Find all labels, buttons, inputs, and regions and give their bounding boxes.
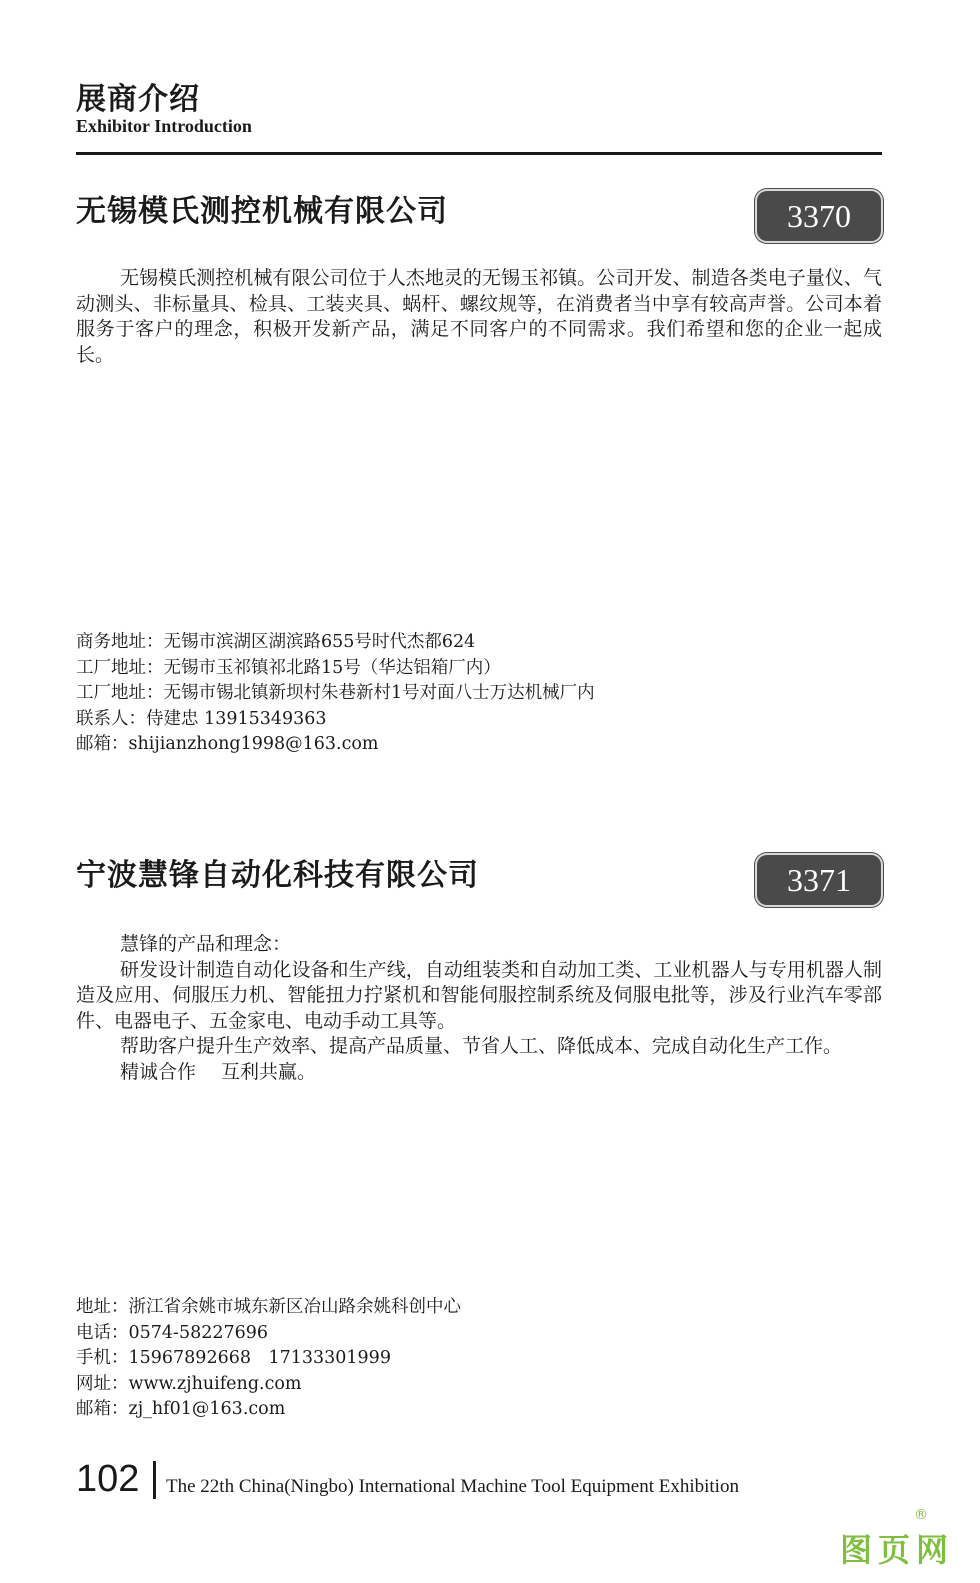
description-paragraph: 帮助客户提升生产效率、提高产品质量、节省人工、降低成本、完成自动化生产工作。 [120, 1035, 843, 1057]
watermark-logo: 图页网 [839, 1531, 954, 1569]
description-paragraph: 研发设计制造自动化设备和生产线，自动组装类和自动加工类、工业机器人与专用机器人制造及应用、伺服压力机、智能扭力拧紧机和智能伺服控制系统及伺服电批等，涉及行业汽车零部件、电器电子、五金家电、电动手动工具等。 [76, 958, 882, 1032]
header-divider [76, 152, 882, 155]
contact-info [76, 1295, 461, 1423]
exhibitor-description [76, 932, 882, 1085]
registered-mark: ® [914, 1507, 928, 1523]
email: 邮箱：zj_hf01@163.com [76, 1399, 286, 1419]
phone: 电话：0574-58227696 [76, 1322, 269, 1343]
booth-badge: 3370 [755, 189, 883, 243]
contact-person: 联系人：侍建忠 13915349363 [76, 708, 327, 729]
mobile: 手机：15967892668 17133301999 [76, 1348, 391, 1368]
email: 邮箱：shijianzhong1998@163.com [76, 734, 379, 754]
exhibition-name: The 22th China(Ningbo) International Machine Tool Equipment Exhibition [166, 1476, 739, 1497]
section-title-cn: 展商介绍 [76, 82, 200, 117]
contact-info [76, 630, 595, 758]
factory-address: 工厂地址：无锡市玉祁镇祁北路15号（华达铝箱厂内） [76, 657, 501, 678]
exhibitor-name: 无锡模氏测控机械有限公司 [76, 194, 448, 229]
factory-address: 工厂地址：无锡市锡北镇新坝村朱巷新村1号对面八士万达机械厂内 [76, 683, 595, 703]
business-address: 商务地址：无锡市滨湖区湖滨路655号时代杰都624 [76, 632, 476, 652]
description-paragraph: 慧锋的产品和理念： [120, 933, 292, 955]
exhibitor-description [76, 266, 882, 368]
address: 地址：浙江省余姚市城东新区冶山路余姚科创中心 [76, 1297, 461, 1317]
page-number: 102 [76, 1458, 140, 1500]
footer-divider [153, 1461, 156, 1499]
booth-badge: 3371 [755, 853, 883, 907]
exhibitor-name: 宁波慧锋自动化科技有限公司 [76, 858, 479, 893]
section-title-en: Exhibitor Introduction [76, 116, 252, 136]
description-paragraph: 精诚合作 互利共赢。 [120, 1060, 317, 1083]
description-paragraph: 无锡模氏测控机械有限公司位于人杰地灵的无锡玉祁镇。公司开发、制造各类电子量仪、气动测头、非标量具、检具、工装夹具、蜗杆、螺纹规等，在消费者当中享有较高声誉。公司本着服务于客户的理念，积极开发新产品，满足不同客户的不同需求。我们希望和您的企业一起成长。 [76, 267, 882, 366]
website: 网址：www.zjhuifeng.com [76, 1373, 302, 1394]
